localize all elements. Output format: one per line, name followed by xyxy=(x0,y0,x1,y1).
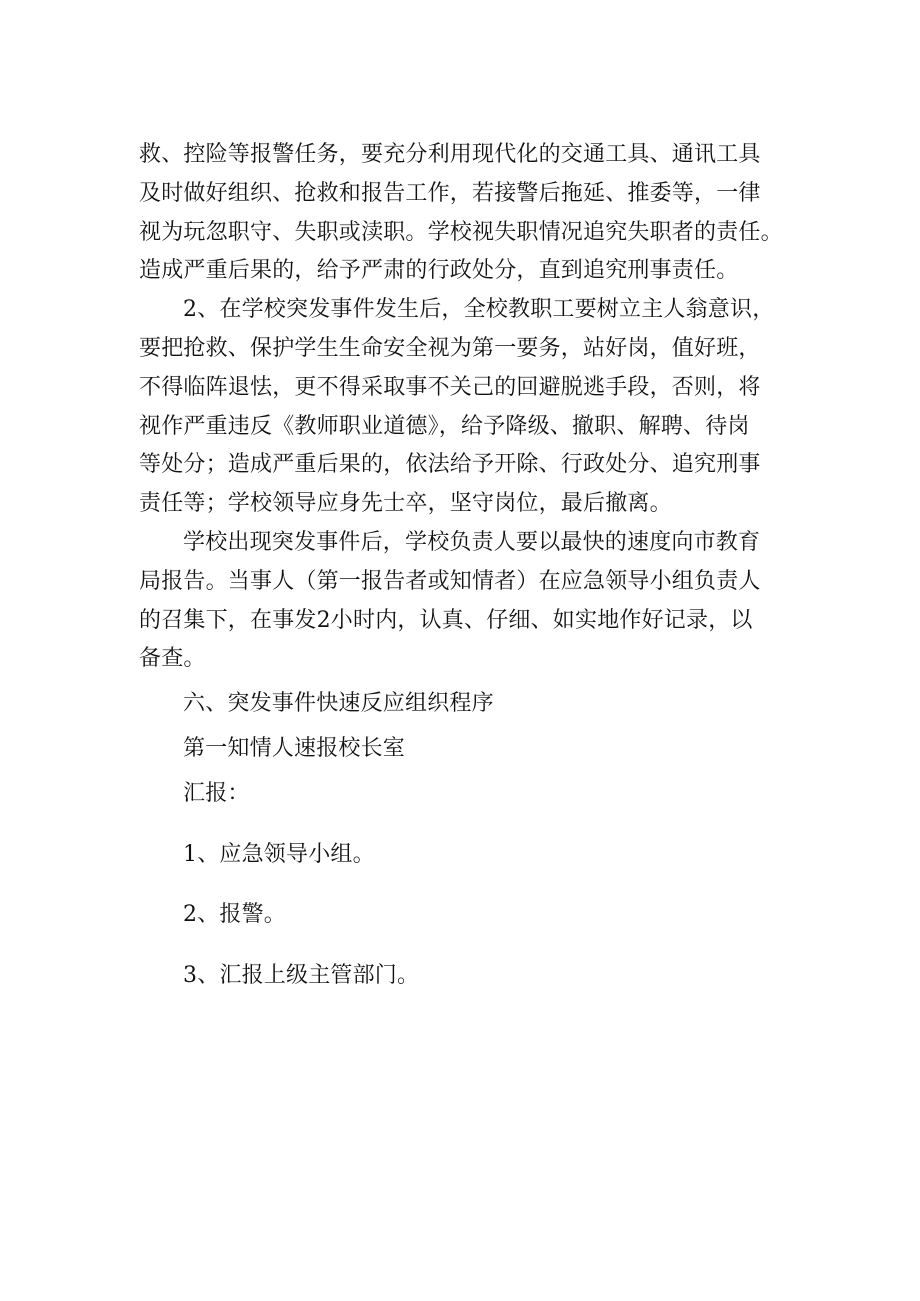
report-label: 汇报： xyxy=(183,780,250,806)
paragraph-2 xyxy=(139,291,799,524)
text-line: 及时做好组织、抢救和报告工作，若接警后拖延、推委等，一律 xyxy=(139,180,761,206)
paragraph-3 xyxy=(139,524,799,679)
paragraph-1 xyxy=(139,136,799,291)
text-line: 2、在学校突发事件发生后，全校教职工要树立主人翁意识， xyxy=(183,297,775,323)
text-line: 责任等；学校领导应身先士卒，坚守岗位，最后撤离。 xyxy=(139,491,672,517)
text-line: 不得临阵退怯，更不得采取事不关己的回避脱逃手段，否则，将 xyxy=(139,374,761,400)
list-item: 3、汇报上级主管部门。 xyxy=(183,963,420,989)
text-line: 学校出现突发事件后，学校负责人要以最快的速度向市教育 xyxy=(183,529,761,555)
text-line: 的召集下，在事发2小时内，认真、仔细、如实地作好记录，以 xyxy=(139,607,753,633)
document-page xyxy=(139,136,799,996)
step-first-informant: 第一知情人速报校长室 xyxy=(183,735,406,761)
text-line: 造成严重后果的，给予严肃的行政处分，直到追究刑事责任。 xyxy=(139,258,739,284)
text-line: 要把抢救、保护学生生命安全视为第一要务，站好岗，值好班， xyxy=(139,335,761,361)
text-line: 视为玩忽职守、失职或渎职。学校视失职情况追究失职者的责任。 xyxy=(139,219,783,245)
text-line: 等处分；造成严重后果的，依法给予开除、行政处分、追究刑事 xyxy=(139,452,761,478)
text-line: 备查。 xyxy=(139,646,206,672)
section-heading: 六、突发事件快速反应组织程序 xyxy=(183,691,494,717)
text-line: 救、控险等报警任务，要充分利用现代化的交通工具、通讯工具 xyxy=(139,142,761,167)
list-item: 1、应急领导小组。 xyxy=(183,841,375,867)
list-item: 2、报警。 xyxy=(183,902,286,928)
text-line: 局报告。当事人（第一报告者或知情者）在应急领导小组负责人 xyxy=(139,568,761,594)
text-line: 视作严重违反《教师职业道德》，给予降级、撤职、解聘、待岗 xyxy=(139,413,750,439)
